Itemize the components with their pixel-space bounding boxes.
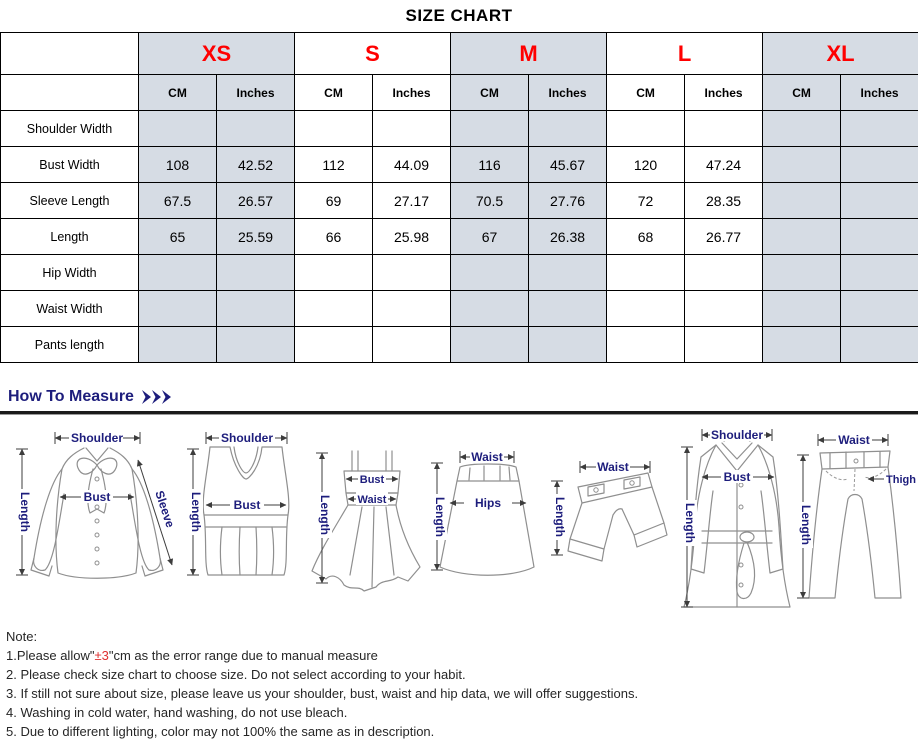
size-value-cell xyxy=(217,291,295,327)
size-value-cell: 72 xyxy=(607,183,685,219)
size-value-cell xyxy=(763,183,841,219)
size-value-cell: 25.59 xyxy=(217,219,295,255)
size-value-cell xyxy=(529,327,607,363)
measure-label-length: Length xyxy=(318,495,332,535)
size-header-s: S xyxy=(295,33,451,75)
notes-heading: Note: xyxy=(6,629,38,644)
measure-label-shoulder: Shoulder xyxy=(70,431,124,445)
size-value-cell xyxy=(451,291,529,327)
size-value-cell: 65 xyxy=(139,219,217,255)
table-row-pants-length xyxy=(1,327,918,363)
measure-label-length: Length xyxy=(18,492,32,532)
measure-label-hips: Hips xyxy=(474,496,502,510)
note-1-pre: 1.Please allow" xyxy=(6,648,95,663)
size-value-cell: 27.76 xyxy=(529,183,607,219)
how-to-measure-heading xyxy=(8,388,918,406)
row-label: Waist Width xyxy=(1,291,139,327)
measure-label-length: Length xyxy=(553,497,567,537)
size-value-cell: 26.57 xyxy=(217,183,295,219)
note-line-5: 5. Due to different lighting, color may not 100% the same as in description. xyxy=(6,724,435,739)
size-value-cell xyxy=(373,327,451,363)
size-value-cell: 66 xyxy=(295,219,373,255)
size-value-cell xyxy=(139,255,217,291)
size-value-cell: 70.5 xyxy=(451,183,529,219)
note-1-highlight: ±3 xyxy=(94,648,109,663)
triple-chevron-right-icon xyxy=(141,390,173,404)
size-value-cell xyxy=(373,111,451,147)
size-value-cell xyxy=(217,111,295,147)
size-value-cell xyxy=(295,111,373,147)
blouse-illustration xyxy=(16,431,178,578)
table-row-waist-width xyxy=(1,291,918,327)
size-value-cell xyxy=(607,255,685,291)
dress-illustration xyxy=(312,451,420,591)
measure-label-bust: Bust xyxy=(723,470,751,484)
size-value-cell: 25.98 xyxy=(373,219,451,255)
unit-header-inches: Inches xyxy=(217,75,295,111)
note-line-3: 3. If still not sure about size, please leave us your shoulder, bust, waist and hip data, we will offer suggestions. xyxy=(6,686,639,701)
size-value-cell xyxy=(373,291,451,327)
size-value-cell: 42.52 xyxy=(217,147,295,183)
measure-label-waist: Waist xyxy=(838,433,870,447)
unit-header-inches: Inches xyxy=(685,75,763,111)
coat-illustration xyxy=(681,428,790,607)
size-value-cell: 28.35 xyxy=(685,183,763,219)
size-value-cell xyxy=(529,255,607,291)
size-value-cell xyxy=(451,255,529,291)
size-value-cell xyxy=(841,219,918,255)
measure-label-shoulder: Shoulder xyxy=(710,428,764,442)
row-label: Shoulder Width xyxy=(1,111,139,147)
size-header-row xyxy=(1,33,918,75)
unit-header-cm: CM xyxy=(139,75,217,111)
size-value-cell xyxy=(529,111,607,147)
size-value-cell xyxy=(763,111,841,147)
size-value-cell xyxy=(763,147,841,183)
size-header-l: L xyxy=(607,33,763,75)
size-value-cell: 69 xyxy=(295,183,373,219)
size-value-cell: 108 xyxy=(139,147,217,183)
size-value-cell: 47.24 xyxy=(685,147,763,183)
size-value-cell xyxy=(841,291,918,327)
size-header-xs: XS xyxy=(139,33,295,75)
measure-label-shoulder: Shoulder xyxy=(220,431,274,445)
corner-cell xyxy=(1,33,139,75)
size-value-cell xyxy=(685,291,763,327)
size-value-cell xyxy=(529,291,607,327)
unit-header-cm: CM xyxy=(295,75,373,111)
measure-label-sleeve: Sleeve xyxy=(152,488,178,530)
size-value-cell xyxy=(685,327,763,363)
measure-label-length: Length xyxy=(433,497,447,537)
size-value-cell xyxy=(295,327,373,363)
unit-header-cm: CM xyxy=(451,75,529,111)
skirt-illustration xyxy=(431,450,534,575)
size-value-cell: 67 xyxy=(451,219,529,255)
size-value-cell xyxy=(763,291,841,327)
size-value-cell xyxy=(841,111,918,147)
size-value-cell xyxy=(139,111,217,147)
size-value-cell xyxy=(295,291,373,327)
shorts-illustration xyxy=(551,460,667,561)
note-line-2: 2. Please check size chart to choose size. Do not select according to your habit. xyxy=(6,667,466,682)
size-value-cell xyxy=(607,111,685,147)
size-value-cell xyxy=(217,327,295,363)
size-header-xl: XL xyxy=(763,33,918,75)
measure-label-bust: Bust xyxy=(83,490,111,504)
unit-header-cm: CM xyxy=(763,75,841,111)
size-value-cell xyxy=(763,219,841,255)
note-line-4: 4. Washing in cold water, hand washing, do not use bleach. xyxy=(6,705,348,720)
size-value-cell xyxy=(451,327,529,363)
size-value-cell xyxy=(607,291,685,327)
unit-header-inches: Inches xyxy=(373,75,451,111)
size-value-cell xyxy=(763,255,841,291)
measure-label-bust: Bust xyxy=(359,474,385,486)
row-label: Pants length xyxy=(1,327,139,363)
row-label: Length xyxy=(1,219,139,255)
page-title: SIZE CHART xyxy=(405,6,513,25)
size-value-cell: 112 xyxy=(295,147,373,183)
table-row-hip-width xyxy=(1,255,918,291)
size-value-cell xyxy=(685,111,763,147)
size-value-cell xyxy=(685,255,763,291)
measure-label-bust: Bust xyxy=(233,498,261,512)
row-label: Hip Width xyxy=(1,255,139,291)
measure-label-length: Length xyxy=(683,503,697,543)
measure-label-waist: Waist xyxy=(597,460,629,474)
vest-illustration xyxy=(187,431,289,575)
size-value-cell xyxy=(139,291,217,327)
notes-section xyxy=(6,627,918,741)
measure-label-length: Length xyxy=(189,492,203,532)
pants-illustration xyxy=(797,433,916,598)
row-label: Sleeve Length xyxy=(1,183,139,219)
unit-header-row xyxy=(1,75,918,111)
size-value-cell xyxy=(295,255,373,291)
note-1-post: "cm as the error range due to manual measure xyxy=(108,648,378,663)
size-value-cell: 67.5 xyxy=(139,183,217,219)
table-row-sleeve-length xyxy=(1,183,918,219)
corner-cell xyxy=(1,75,139,111)
size-table xyxy=(0,32,918,363)
table-row-shoulder-width xyxy=(1,111,918,147)
unit-header-inches: Inches xyxy=(529,75,607,111)
size-value-cell: 44.09 xyxy=(373,147,451,183)
size-value-cell xyxy=(841,255,918,291)
size-value-cell xyxy=(373,255,451,291)
unit-header-inches: Inches xyxy=(841,75,918,111)
size-value-cell: 26.77 xyxy=(685,219,763,255)
measure-label-waist: Waist xyxy=(471,450,503,464)
size-value-cell: 27.17 xyxy=(373,183,451,219)
size-value-cell xyxy=(763,327,841,363)
size-value-cell xyxy=(841,147,918,183)
size-value-cell: 68 xyxy=(607,219,685,255)
size-value-cell xyxy=(607,327,685,363)
unit-header-cm: CM xyxy=(607,75,685,111)
measure-label-thigh: Thigh xyxy=(886,474,916,486)
how-to-measure-title: How To Measure xyxy=(8,388,134,405)
size-value-cell xyxy=(217,255,295,291)
size-value-cell: 26.38 xyxy=(529,219,607,255)
table-row-bust-width xyxy=(1,147,918,183)
size-header-m: M xyxy=(451,33,607,75)
note-line-1 xyxy=(6,646,918,665)
measure-label-length: Length xyxy=(799,505,813,545)
measure-label-waist: Waist xyxy=(357,494,387,506)
size-value-cell: 45.67 xyxy=(529,147,607,183)
row-label: Bust Width xyxy=(1,147,139,183)
how-to-measure-illustrations xyxy=(0,415,918,621)
size-value-cell xyxy=(139,327,217,363)
size-value-cell xyxy=(841,327,918,363)
size-value-cell: 116 xyxy=(451,147,529,183)
table-row-length xyxy=(1,219,918,255)
size-value-cell: 120 xyxy=(607,147,685,183)
size-value-cell xyxy=(451,111,529,147)
size-value-cell xyxy=(841,183,918,219)
